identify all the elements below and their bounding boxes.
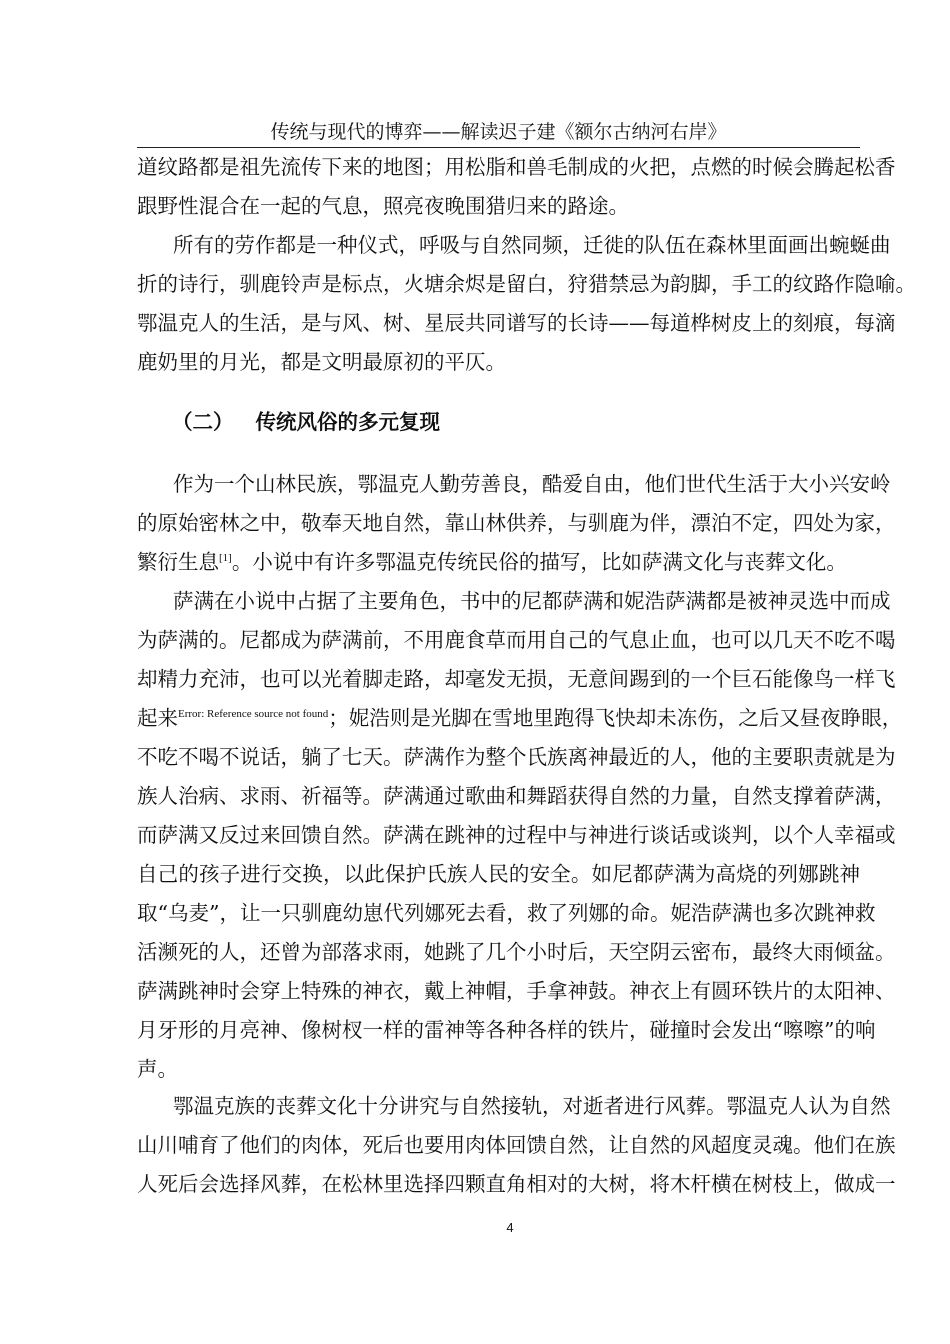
paragraph xyxy=(137,465,896,582)
text-segment: 起来 xyxy=(137,706,178,730)
text-line: 鄂温克人的生活，是与风、树、星辰共同谱写的长诗——每道桦树皮上的刻痕，每滴 xyxy=(137,311,896,335)
paragraph xyxy=(137,1087,896,1204)
text-line: 不吃不喝不说话，躺了七天。萨满作为整个氏族离神最近的人，他的主要职责就是为 xyxy=(137,745,896,769)
text-line: 鹿奶里的月光，都是文明最原初的平仄。 xyxy=(137,350,506,374)
text-line: 道纹路都是祖先流传下来的地图；用松脂和兽毛制成的火把，点燃的时候会腾起松香 xyxy=(137,155,896,179)
text-line: 活濒死的人，还曾为部落求雨，她跳了几个小时后，天空阴云密布，最终大雨倾盆。 xyxy=(137,940,896,964)
page-number: 4 xyxy=(506,1220,514,1235)
text-line xyxy=(137,699,903,738)
text-line: 人死后会选择风葬，在松林里选择四颗直角相对的大树，将木杆横在树枝上，做成一 xyxy=(137,1172,896,1196)
running-header: 传统与现代的博弈——解读迟子建《额尔古纳河右岸》 xyxy=(270,121,727,143)
text-line: 自己的孩子进行交换，以此保护氏族人民的安全。如尼都萨满为高烧的列娜跳神 xyxy=(137,862,860,886)
text-line: 所有的劳作都是一种仪式，呼吸与自然同频，迁徙的队伍在森林里面画出蜿蜒曲 xyxy=(173,233,891,257)
text-segment: 。小说中有许多鄂温克传统民俗的描写，比如萨满文化与丧葬文化。 xyxy=(231,550,847,574)
text-line: 族人治病、求雨、祈福等。萨满通过歌曲和舞蹈获得自然的力量，自然支撑着萨满， xyxy=(137,784,896,808)
text-line: 而萨满又反过来回馈自然。萨满在跳神的过程中与神进行谈话或谈判，以个人幸福或 xyxy=(137,823,896,847)
text-line xyxy=(137,543,860,582)
text-line: 却精力充沛，也可以光着脚走路，却毫发无损，无意间踢到的一个巨石能像鸟一样飞 xyxy=(137,667,896,691)
paragraph xyxy=(137,582,903,1089)
citation-superscript: Error: Reference source not found xyxy=(178,708,329,720)
text-line: 萨满跳神时会穿上特殊的神衣，戴上神帽，手拿神鼓。神衣上有圆环铁片的太阳神、 xyxy=(137,979,896,1003)
section-title: 传统风俗的多元复现 xyxy=(255,410,440,434)
text-line: 声。 xyxy=(137,1057,178,1081)
text-line: 折的诗行，驯鹿铃声是标点，火塘余烬是留白，狩猎禁忌为韵脚，手工的纹路作隐喻。 xyxy=(137,272,916,296)
text-line: 月牙形的月亮神、像树杈一样的雷神等各种各样的铁片，碰撞时会发出“嚓嚓”的响 xyxy=(137,1018,876,1042)
text-line: 取“乌麦”，让一只驯鹿幼崽代列娜死去看，救了列娜的命。妮浩萨满也多次跳神救 xyxy=(137,901,876,925)
paragraph xyxy=(137,148,896,226)
section-number: （二） xyxy=(172,410,234,434)
text-line: 萨满在小说中占据了主要角色，书中的尼都萨满和妮浩萨满都是被神灵选中而成 xyxy=(173,589,891,613)
text-line: 山川哺育了他们的肉体，死后也要用肉体回馈自然，让自然的风超度灵魂。他们在族 xyxy=(137,1133,896,1157)
text-segment: 繁衍生息 xyxy=(137,550,219,574)
text-line: 跟野性混合在一起的气息，照亮夜晚围猎归来的路途。 xyxy=(137,194,629,218)
text-line: 为萨满的。尼都成为萨满前，不用鹿食草而用自己的气息止血，也可以几天不吃不喝 xyxy=(137,628,896,652)
text-line: 作为一个山林民族，鄂温克人勤劳善良，酷爱自由，他们世代生活于大小兴安岭 xyxy=(173,472,891,496)
text-line: 鄂温克族的丧葬文化十分讲究与自然接轨，对逝者进行风葬。鄂温克人认为自然 xyxy=(173,1094,891,1118)
citation-superscript: [1] xyxy=(219,552,232,564)
text-segment: ；妮浩则是光脚在雪地里跑得飞快却未冻伤，之后又昼夜睁眼， xyxy=(328,706,903,730)
paragraph xyxy=(137,226,916,382)
text-line: 的原始密林之中，敬奉天地自然，靠山林供养，与驯鹿为伴，漂泊不定，四处为家， xyxy=(137,511,896,535)
section-heading xyxy=(172,407,440,437)
